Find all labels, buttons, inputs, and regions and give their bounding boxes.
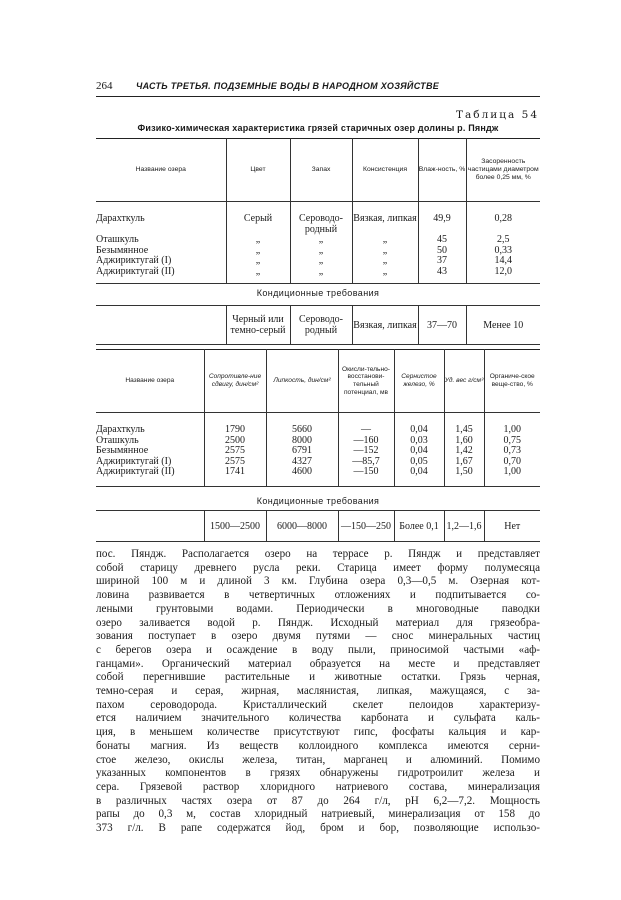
- table-cell: „: [226, 246, 290, 257]
- table-cell: 1741: [204, 467, 266, 486]
- table-row: [96, 235, 540, 246]
- table-cell: —150—250: [338, 511, 394, 542]
- table-cell: 8000: [266, 436, 338, 447]
- table-cell: Черный или темно-серый: [226, 306, 290, 345]
- col-header: Засоренность частицами диаметром более 0,25 мм, %: [466, 139, 540, 202]
- table-cell: Менее 10: [466, 306, 540, 345]
- table-cell: 4327: [266, 457, 338, 468]
- table-cell: 6000—8000: [266, 511, 338, 542]
- table-row: [96, 413, 540, 436]
- table-cell: 0,03: [394, 436, 444, 447]
- table-cell: Более 0,1: [394, 511, 444, 542]
- table-cell: 1,67: [444, 457, 484, 468]
- text-line: сера. Грязевой раствор хлоридного натриевого состава, минерализация: [96, 780, 540, 793]
- col-header: Запах: [290, 139, 352, 202]
- text-line: озеро заливается водой р. Пяндж. Исходный материал для грязеобра-: [96, 616, 540, 629]
- text-line: рапы до 0,3 м, состав хлоридный натриевый, минерализация от 158 до: [96, 808, 540, 821]
- table-cell: —160: [338, 436, 394, 447]
- header-rule: [96, 96, 540, 97]
- col-header: Цвет: [226, 139, 290, 202]
- table-cell: „: [290, 267, 352, 284]
- table-cell: Дарахткуль: [96, 413, 204, 436]
- table-cell: 6791: [266, 446, 338, 457]
- text-line: 373 г/л. В рапе содержатся йод, бром и бор, позволяющие использо-: [96, 822, 540, 835]
- col-header: Липкость, дин/см²: [266, 350, 338, 413]
- text-line: пос. Пяндж. Располагается озеро на террасе р. Пяндж и представляет: [96, 548, 540, 560]
- col-header: Органиче-ское веще-ство, %: [484, 350, 540, 413]
- table-cell: 0,75: [503, 434, 521, 446]
- table-cell: Сероводо-родный: [290, 202, 352, 236]
- table-cell: 0,05: [394, 457, 444, 468]
- text-line: бонаты магния. Из веществ коллоидного комплекса имеются серни-: [96, 739, 540, 752]
- table-cell: 1,60: [444, 436, 484, 447]
- table-cell: 0,73: [503, 445, 521, 456]
- text-line: шириной 100 м и длиной 3 км. Глубина озера 0,3—0,5 м. Озерная кот-: [96, 575, 540, 588]
- body-paragraph: [96, 548, 540, 836]
- table-cell: 5660: [266, 413, 338, 436]
- col-header: Влаж-ность, %: [418, 139, 466, 202]
- text-line: темно-серая и серая, жирная, маслянистая, липкая, мажущаяся, с за-: [96, 685, 540, 698]
- table-cell: —150: [338, 467, 394, 486]
- table-cell: 14,4: [494, 255, 512, 266]
- table-cell: „: [226, 235, 290, 246]
- table-cell: Аджириктугай (II): [96, 467, 204, 486]
- page-number: 264: [96, 80, 113, 92]
- table-cell: 43: [418, 267, 466, 284]
- conditions-row-table1: [96, 305, 540, 345]
- table-cell: Серый: [226, 202, 290, 236]
- table-header-row: [96, 350, 540, 413]
- table-cell: „: [226, 256, 290, 267]
- table-cell: 1,2—1,6: [444, 511, 484, 542]
- table-physical-properties: [96, 138, 540, 284]
- table-cell: 1,00: [503, 424, 521, 435]
- text-line: стое железо, окислы железа, титан, марганец и алюминий. Помимо: [96, 753, 540, 766]
- table-cell: „: [290, 246, 352, 257]
- table-cell: 0,04: [394, 413, 444, 436]
- text-line: ганцами». Органический материал образуется на месте и представляет: [96, 657, 540, 670]
- text-line: леными грунтовыми водами. Периодически в многоводные паводки: [96, 602, 540, 615]
- text-line: с берегов озера и осаждение в воду пыли, приносимой частыми «аф-: [96, 643, 540, 656]
- table-row: [96, 446, 540, 457]
- table-title: Физико-химическая характеристика грязей старичных озер долины р. Пяндж: [137, 123, 499, 133]
- text-line: собой старицу древнего русла реки. Старица имеет форму полумесяца: [96, 561, 540, 574]
- table-cell: 1,50: [444, 467, 484, 486]
- running-title: ЧАСТЬ ТРЕТЬЯ. ПОДЗЕМНЫЕ ВОДЫ В НАРОДНОМ ХОЗЯЙСТВЕ: [136, 81, 440, 91]
- table-cell: „: [352, 267, 418, 284]
- text-line: собой перегнившие растительные и животные остатки. Грязь черная,: [96, 671, 540, 684]
- table-cell: 2500: [204, 436, 266, 447]
- table-cell: 45: [418, 235, 466, 246]
- table-cell: „: [352, 256, 418, 267]
- table-cell: Дарахткуль: [96, 202, 226, 236]
- table-cell: „: [226, 267, 290, 284]
- text-line: ловина развивается в четвертичных отложениях и подпитывается со-: [96, 589, 540, 602]
- text-line: пахом сероводорода. Кристаллический скелет пелоидов характеризу-: [96, 698, 540, 711]
- table-cell: 1790: [204, 413, 266, 436]
- table-cell: —: [338, 413, 394, 436]
- table-cell: Нет: [484, 511, 540, 542]
- table-header-row: [96, 139, 540, 202]
- table-row: [96, 202, 540, 236]
- table-cell: —152: [338, 446, 394, 457]
- table-row: [96, 267, 540, 284]
- table-cell: 2575: [204, 446, 266, 457]
- table-cell: Оташкуль: [96, 235, 226, 246]
- table-cell: Безымянное: [96, 446, 204, 457]
- table-cell: 1,42: [444, 446, 484, 457]
- table-cell: „: [290, 235, 352, 246]
- table-number: Таблица 54: [456, 109, 539, 121]
- table-cell: Аджириктугай (I): [96, 256, 226, 267]
- table-cell: [96, 306, 226, 345]
- conditions-label: Кондиционные требования: [256, 288, 380, 298]
- table-cell: 4600: [266, 467, 338, 486]
- conditions-row-table2: [96, 510, 540, 542]
- table-cell: 0,33: [494, 244, 512, 256]
- table-cell: Аджириктугай (I): [96, 457, 204, 468]
- col-header: Название озера: [96, 139, 226, 202]
- table-cell: Вязкая, липкая: [352, 306, 418, 345]
- table-cell: 50: [418, 246, 466, 257]
- table-cell: 12,0: [466, 267, 540, 284]
- table-cell: „: [352, 235, 418, 246]
- table-mechanical-properties: [96, 349, 540, 487]
- conditions-row: [96, 511, 540, 542]
- conditions-label: Кондиционные требования: [256, 496, 380, 506]
- table-cell: 37: [418, 256, 466, 267]
- table-cell: 49,9: [418, 202, 466, 236]
- table-cell: 0,28: [494, 213, 512, 224]
- table-row: [96, 467, 540, 486]
- col-header: Название озера: [96, 350, 204, 413]
- table-cell: „: [352, 246, 418, 257]
- table-cell: Сероводо-родный: [290, 306, 352, 345]
- table-cell: 0,70: [503, 455, 521, 467]
- col-header: Консистенция: [352, 139, 418, 202]
- conditions-row: [96, 306, 540, 345]
- table-cell: „: [290, 256, 352, 267]
- col-header: Окисли-тельно-восстанови-тельный потенциал, мв: [338, 350, 394, 413]
- col-header: Сернистое железо, %: [394, 350, 444, 413]
- table-cell: 0,04: [394, 467, 444, 486]
- col-header: Уд. вес г/см³: [444, 350, 484, 413]
- table-cell: [96, 511, 204, 542]
- table-cell: 0,04: [394, 446, 444, 457]
- table-row: [96, 436, 540, 447]
- table-row: [96, 256, 540, 267]
- table-cell: Вязкая, липкая: [352, 202, 418, 236]
- text-line: указанных компонентов в грязях обнаружены гидротроилит железа и: [96, 767, 540, 780]
- text-line: ция, в меньшем количестве присутствуют гипс, фосфаты кальция и кар-: [96, 726, 540, 739]
- table-cell: Аджириктугай (II): [96, 267, 226, 284]
- text-line: ется наличием значительного количества карбоната и сульфата каль-: [96, 712, 540, 725]
- table-cell: 2575: [204, 457, 266, 468]
- table-cell: Безымянное: [96, 246, 226, 257]
- table-cell: 37—70: [418, 306, 466, 345]
- table-cell: 2,5: [497, 234, 510, 245]
- table-cell: Оташкуль: [96, 436, 204, 447]
- table-cell: —85,7: [338, 457, 394, 468]
- table-cell: 1,45: [444, 413, 484, 436]
- col-header: Сопротивле-ние сдвигу, дин/см²: [204, 350, 266, 413]
- text-line: в различных частях озера от 87 до 264 г/л, pH 6,2—7,2. Мощность: [96, 794, 540, 807]
- text-line: зования поступает в озеро двумя путями — снос минеральных частиц: [96, 630, 540, 643]
- table-cell: 1500—2500: [204, 511, 266, 542]
- table-cell: 1,00: [484, 467, 540, 486]
